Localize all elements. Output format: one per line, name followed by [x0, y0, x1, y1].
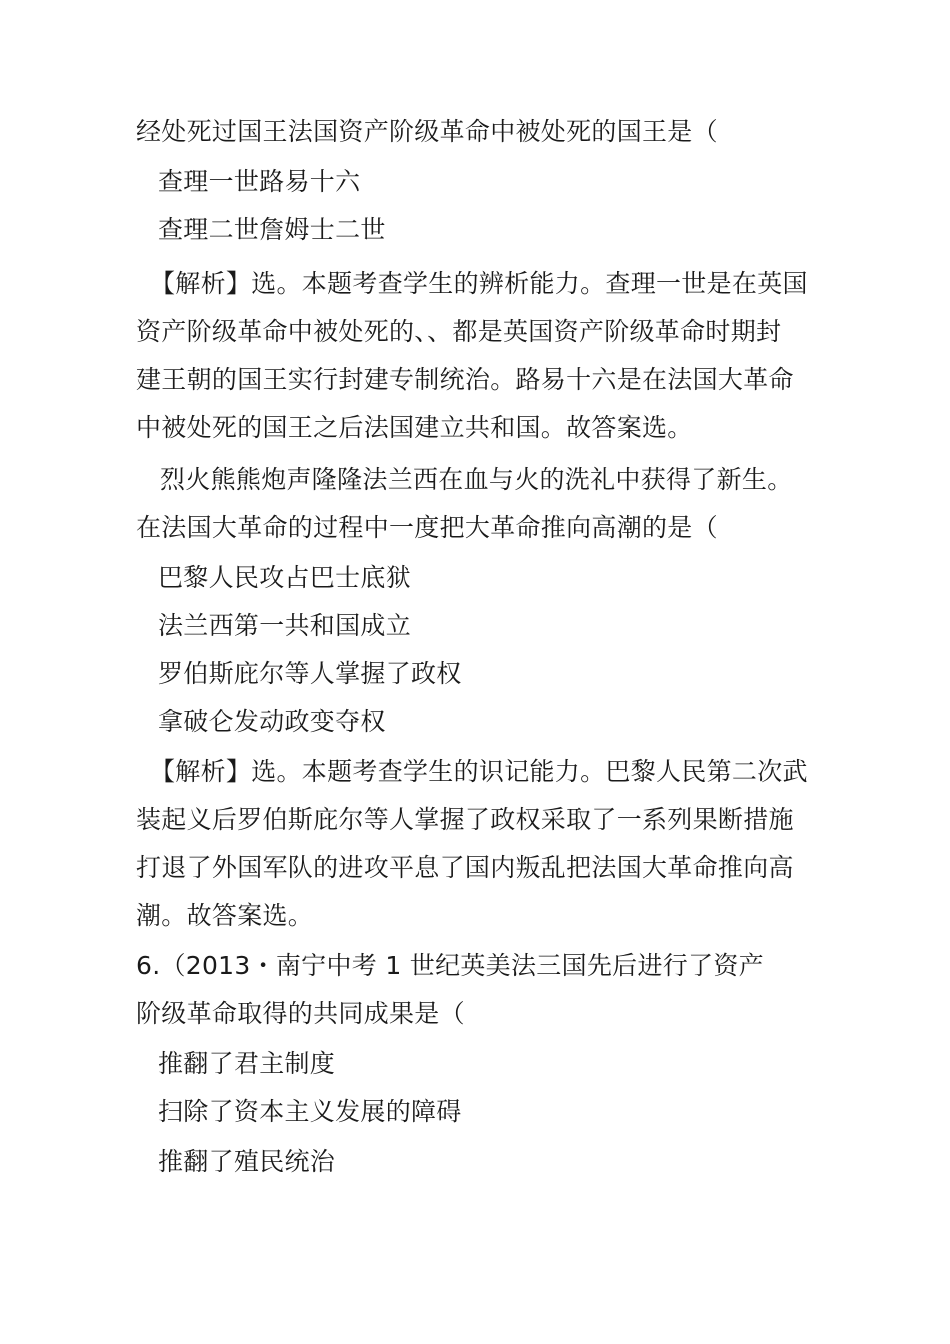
- option-line: 查理一世路易十六: [158, 167, 361, 196]
- option-line: 罗伯斯庇尔等人掌握了政权: [158, 659, 462, 688]
- option-line: 推翻了殖民统治: [158, 1147, 336, 1176]
- analysis-line: 资产阶级革命中被处死的、、都是英国资产阶级革命时期封: [136, 317, 782, 346]
- analysis-line: 【解析】选。本题考查学生的识记能力。巴黎人民第二次武: [150, 757, 808, 786]
- question-text-line: 在法国大革命的过程中一度把大革命推向高潮的是（: [136, 513, 718, 542]
- analysis-line: 装起义后罗伯斯庇尔等人掌握了政权采取了一系列果断措施: [136, 805, 794, 834]
- analysis-line: 打退了外国军队的进攻平息了国内叛乱把法国大革命推向高: [136, 853, 794, 882]
- analysis-line: 潮。故答案选。: [136, 901, 314, 930]
- question-text-line: 烈火熊熊炮声隆隆法兰西在血与火的洗礼中获得了新生。: [160, 465, 793, 494]
- option-line: 扫除了资本主义发展的障碍: [158, 1097, 462, 1126]
- analysis-line: 【解析】选。本题考查学生的辨析能力。查理一世是在英国: [150, 269, 808, 298]
- question-text-line: 6.（2013・南宁中考 1 世纪英美法三国先后进行了资产: [136, 951, 764, 980]
- question-text-line: 经处死过国王法国资产阶级革命中被处死的国王是（: [136, 117, 718, 146]
- option-line: 查理二世詹姆士二世: [158, 215, 386, 244]
- option-line: 法兰西第一共和国成立: [158, 611, 412, 640]
- option-line: 巴黎人民攻占巴士底狱: [158, 563, 412, 592]
- analysis-line: 中被处死的国王之后法国建立共和国。故答案选。: [136, 413, 693, 442]
- question-text-line: 阶级革命取得的共同成果是（: [136, 999, 465, 1028]
- option-line: 拿破仑发动政变夺权: [158, 707, 386, 736]
- option-line: 推翻了君主制度: [158, 1049, 336, 1078]
- analysis-line: 建王朝的国王实行封建专制统治。路易十六是在法国大革命: [136, 365, 794, 394]
